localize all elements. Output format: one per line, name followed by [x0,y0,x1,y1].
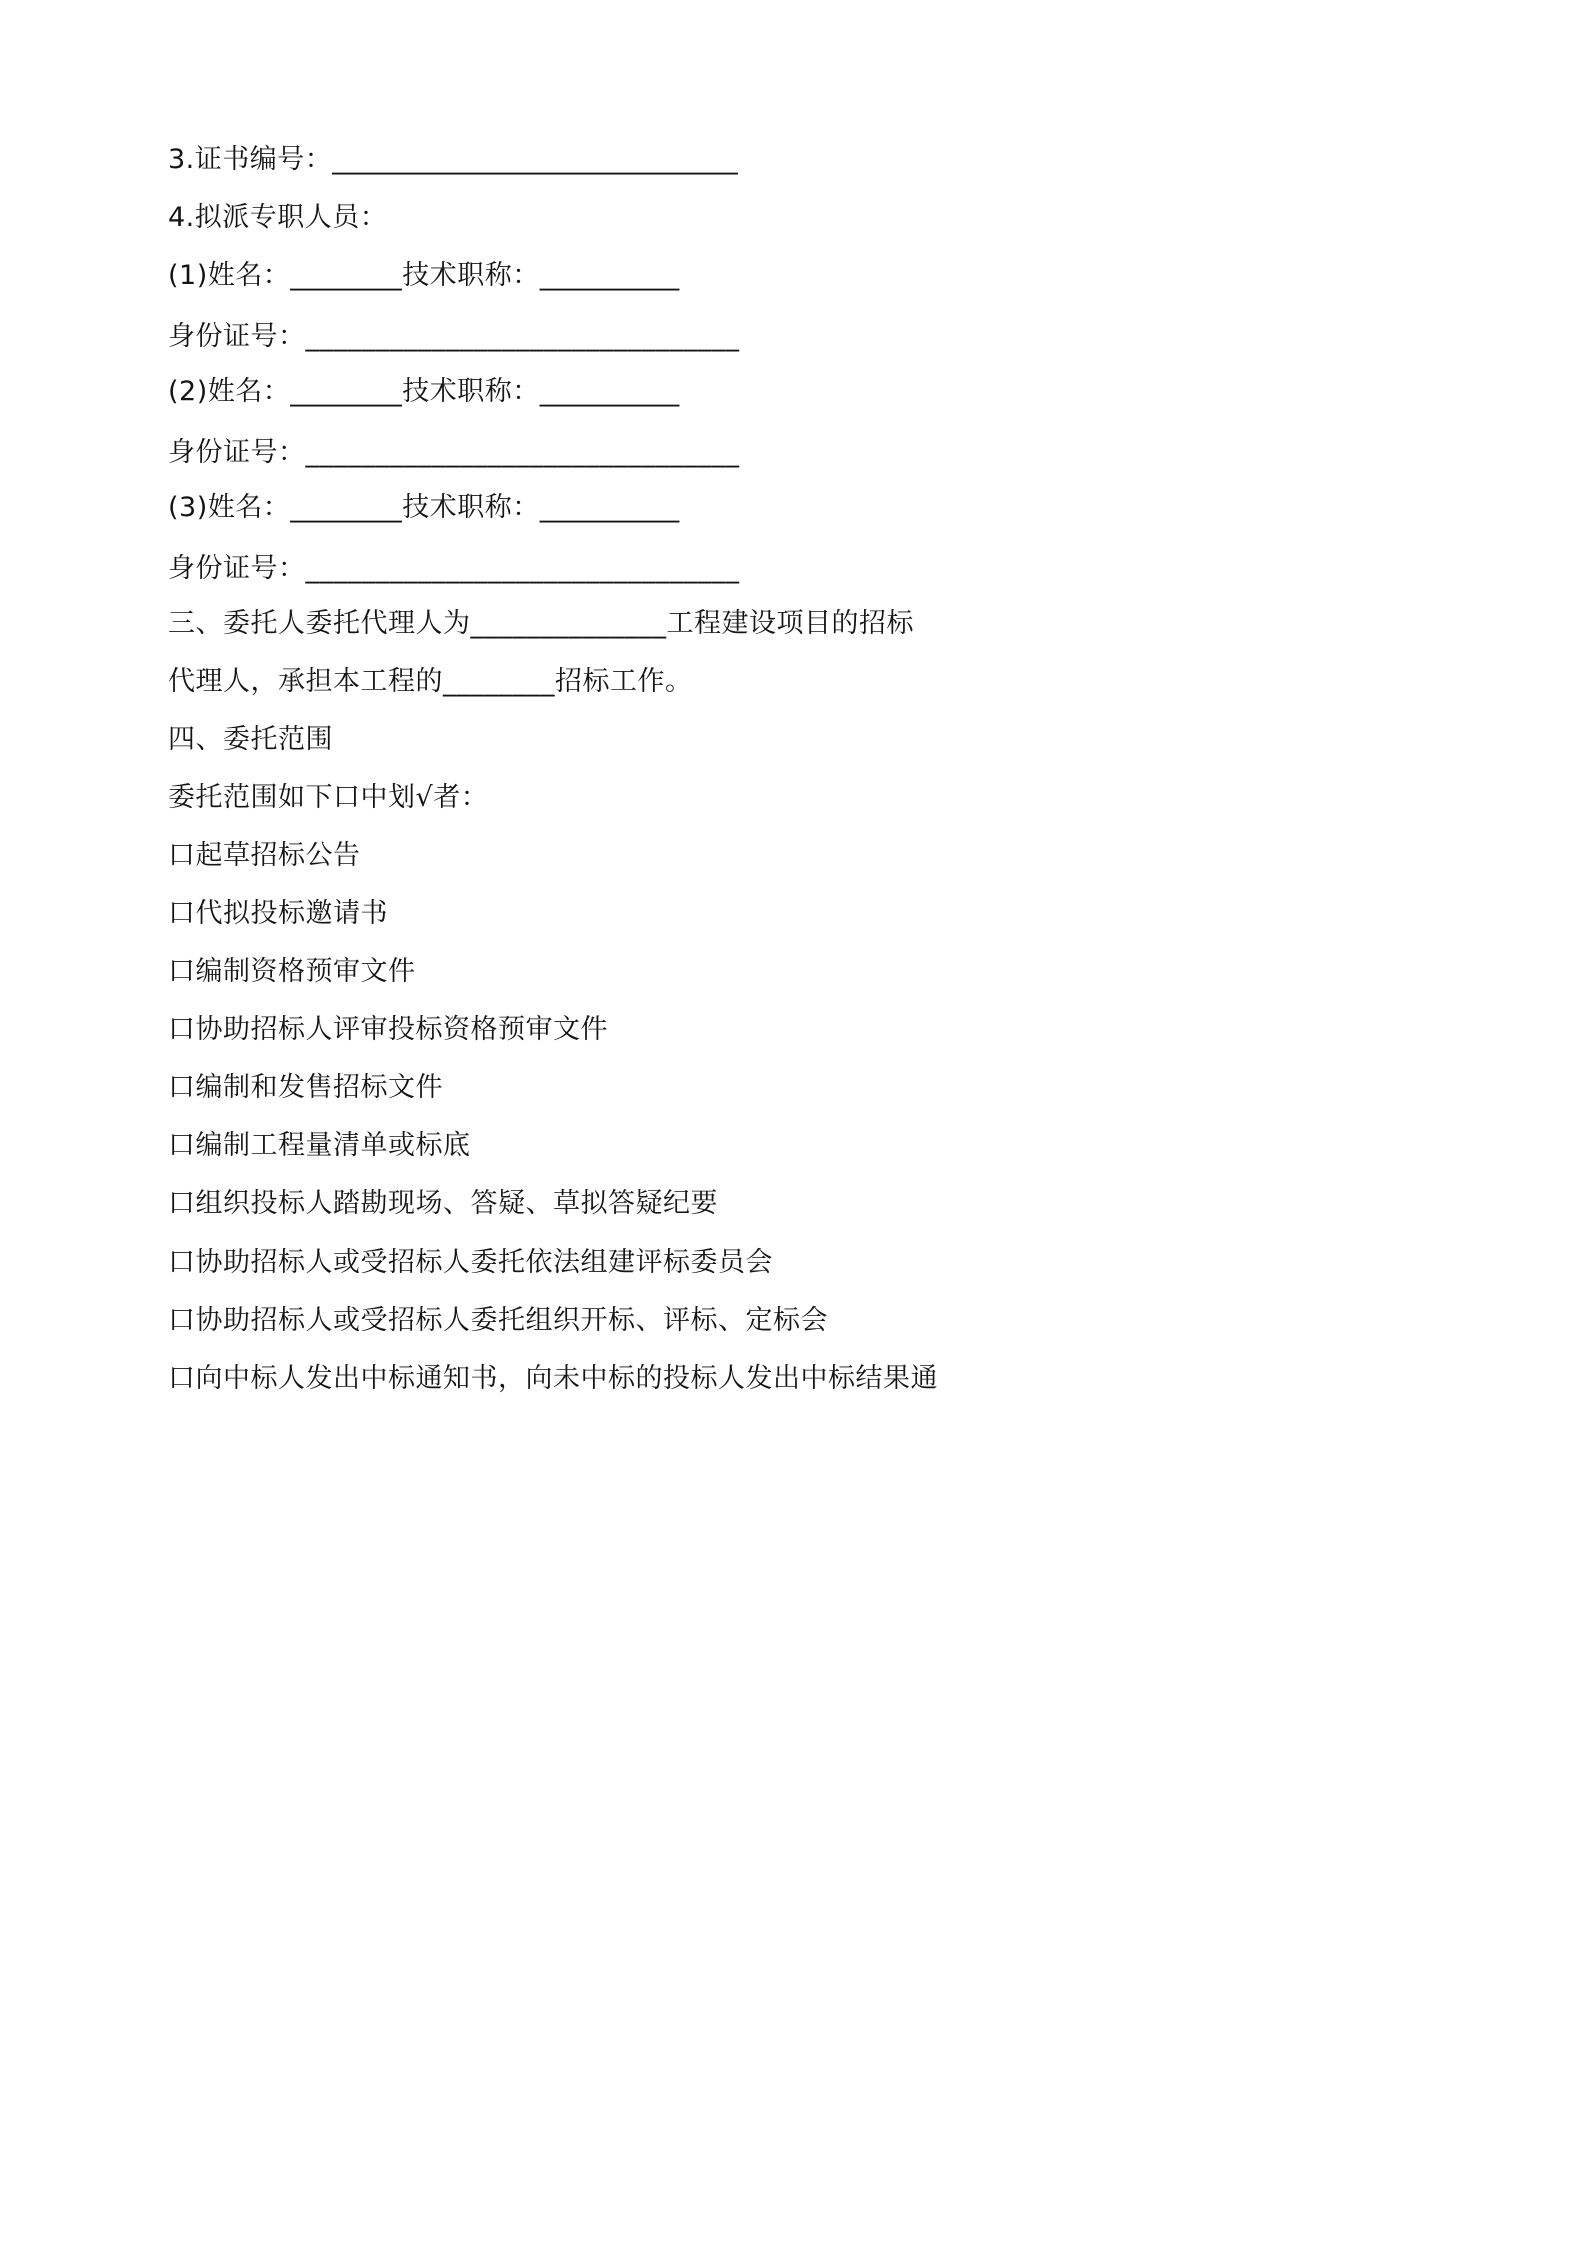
document-page [0,0,1105,1563]
staff-1-name-title-line: (1)姓名：________技术职称：__________ [168,260,680,291]
section-3-paragraph-line-1: 三、委托人委托代理人为______________工程建设项目的招标 [168,608,914,639]
scope-item-6: 口编制工程量清单或标底 [168,1130,471,1161]
scope-item-9: 口协助招标人或受招标人委托组织开标、评标、定标会 [168,1305,828,1336]
assigned-staff-heading: 4.拟派专职人员： [168,202,388,233]
staff-3-name-title-line: (3)姓名：________技术职称：__________ [168,492,680,523]
certificate-number-line: 3.证书编号：_____________________________ [168,144,739,175]
staff-2-name-title-line: (2)姓名：________技术职称：__________ [168,376,680,407]
scope-intro: 委托范围如下口中划√者： [168,782,489,813]
scope-item-3: 口编制资格预审文件 [168,956,416,987]
scope-item-2: 口代拟投标邀请书 [168,898,388,929]
scope-item-7: 口组织投标人踏勘现场、答疑、草拟答疑纪要 [168,1188,718,1219]
staff-2-id-line: 身份证号：_______________________________ [168,437,740,468]
scope-item-10: 口向中标人发出中标通知书，向未中标的投标人发出中标结果通 [168,1363,938,1394]
staff-3-id-line: 身份证号：_______________________________ [168,553,740,584]
scope-item-5: 口编制和发售招标文件 [168,1072,443,1103]
scope-item-1: 口起草招标公告 [168,840,361,871]
staff-1-id-line: 身份证号：_______________________________ [168,321,740,352]
section-3-paragraph-line-2: 代理人，承担本工程的________招标工作。 [168,666,693,697]
section-4-heading: 四、委托范围 [168,724,333,755]
scope-item-4: 口协助招标人评审投标资格预审文件 [168,1014,608,1045]
scope-item-8: 口协助招标人或受招标人委托依法组建评标委员会 [168,1247,773,1278]
